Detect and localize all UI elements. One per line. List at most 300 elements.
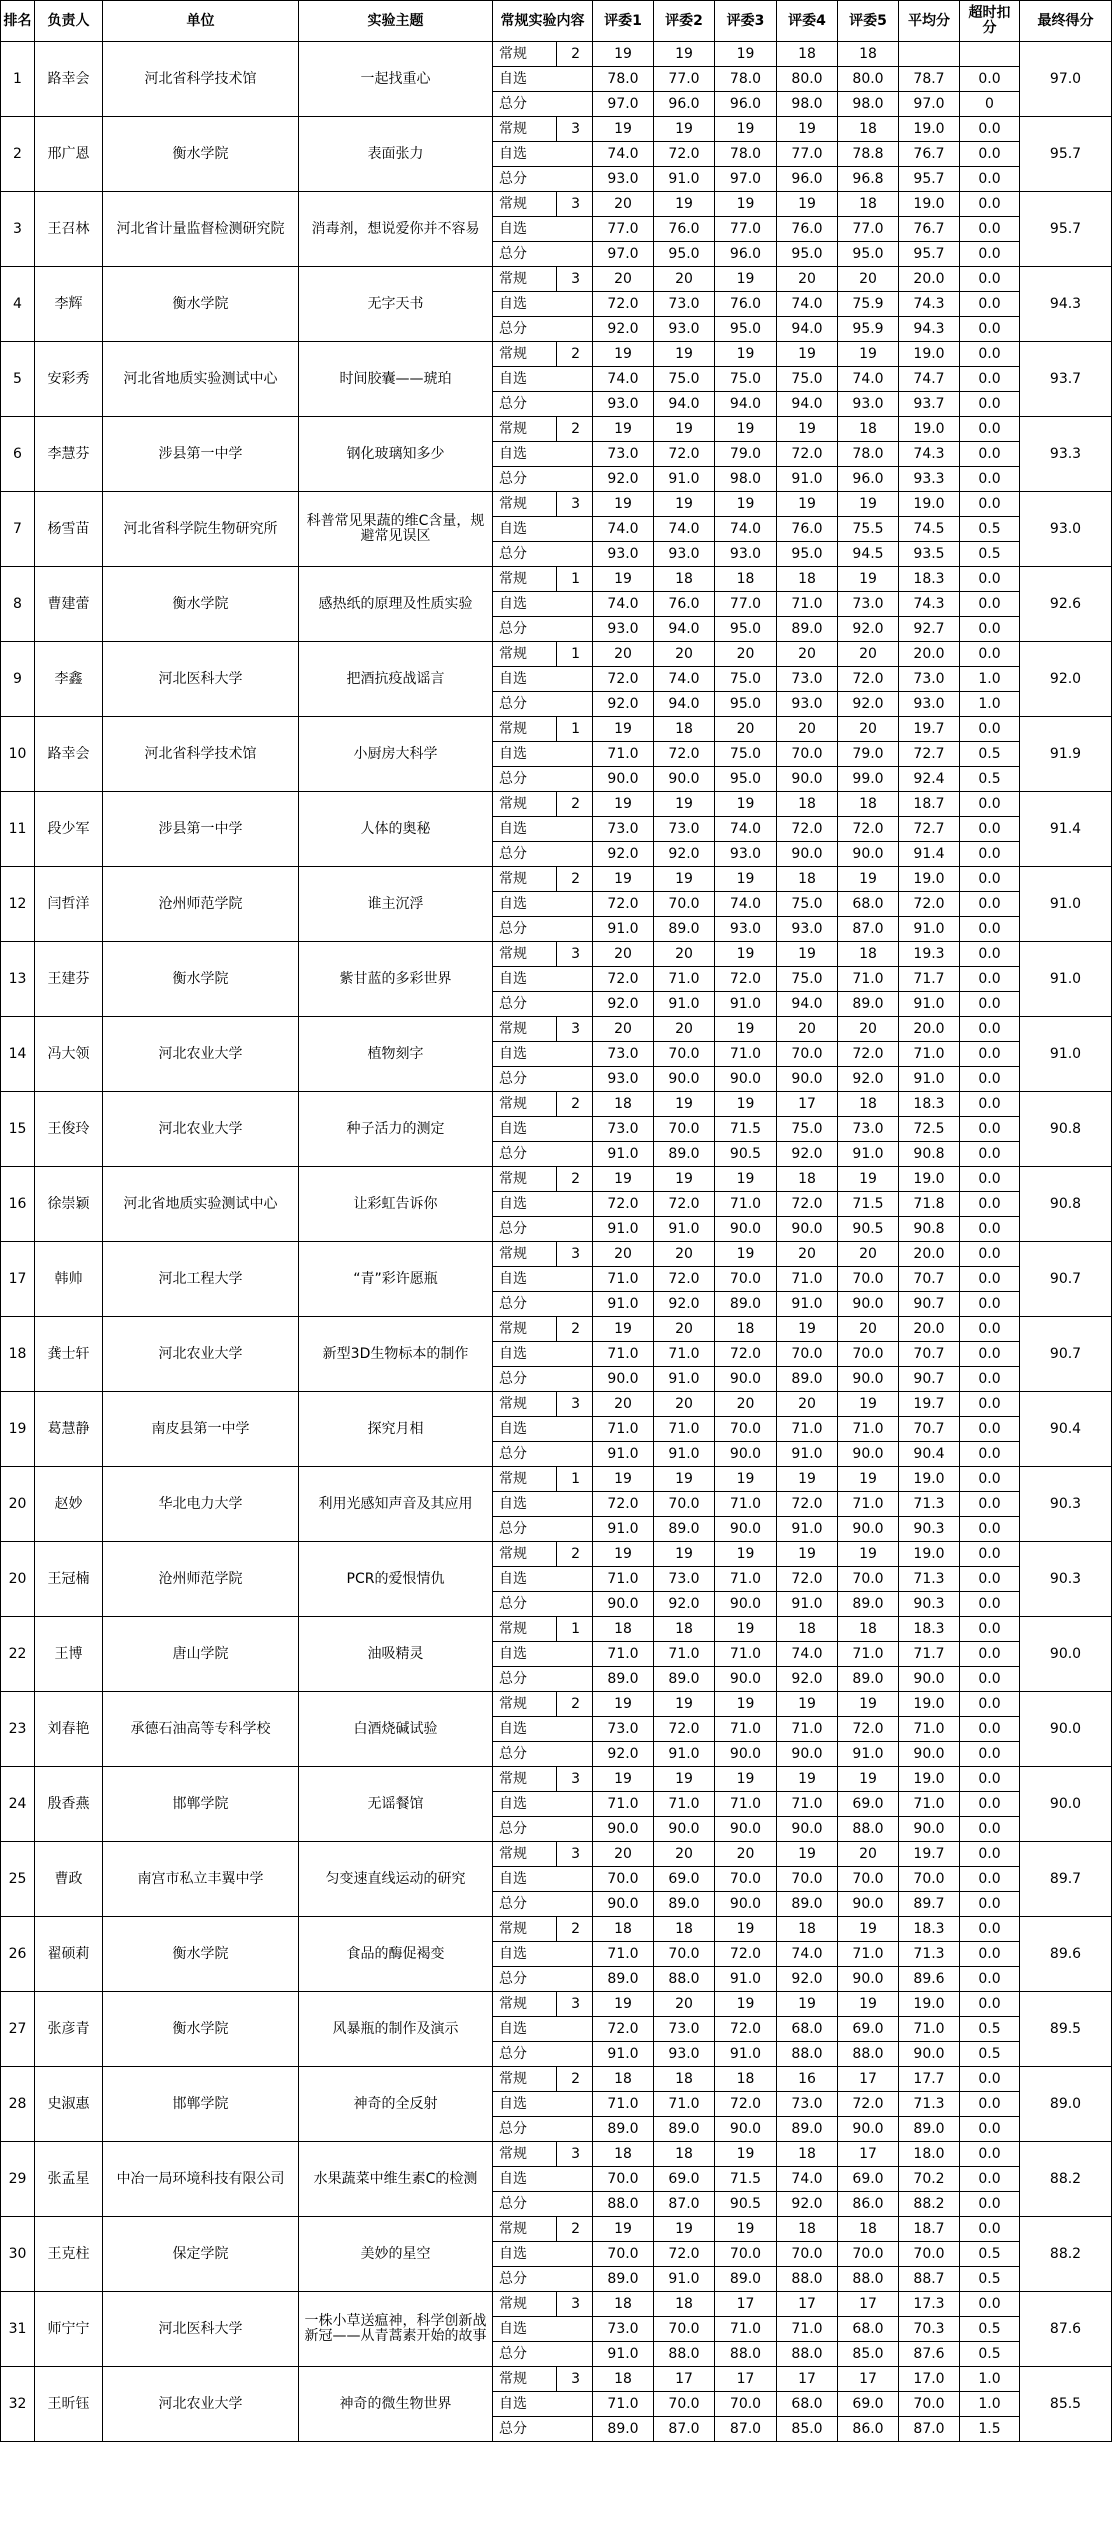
row-label-routine: 常规 (493, 1092, 557, 1117)
row-label-routine: 常规 (493, 1467, 557, 1492)
routine-score-cell: 19.0 (899, 1167, 960, 1192)
row-label-total: 总分 (493, 692, 593, 717)
routine-score-cell: 19 (777, 1992, 838, 2017)
topic-cell: 食品的酶促褐变 (299, 1917, 493, 1992)
routine-score-cell: 20 (838, 1317, 899, 1342)
header-final-score: 最终得分 (1020, 1, 1112, 42)
self-score-cell: 0.0 (960, 292, 1020, 317)
self-score-cell: 71.0 (593, 2392, 654, 2417)
total-score-cell: 89.7 (899, 1892, 960, 1917)
total-score-cell: 93.0 (593, 542, 654, 567)
self-score-cell: 72.0 (838, 2092, 899, 2117)
total-score-cell: 88.0 (654, 1967, 715, 1992)
self-score-cell: 78.7 (899, 67, 960, 92)
table-row-routine (1, 942, 1112, 967)
self-score-cell: 74.0 (715, 517, 777, 542)
row-label-total: 总分 (493, 1892, 593, 1917)
total-score-cell: 93.7 (899, 392, 960, 417)
rank-cell: 29 (1, 2142, 35, 2217)
header-topic: 实验主题 (299, 1, 493, 42)
org-cell: 唐山学院 (103, 1617, 299, 1692)
total-score-cell: 94.5 (838, 542, 899, 567)
final-score-cell: 89.7 (1020, 1842, 1112, 1917)
routine-score-cell: 20 (777, 1242, 838, 1267)
table-row-routine (1, 192, 1112, 217)
org-cell: 河北工程大学 (103, 1242, 299, 1317)
total-score-cell: 93.5 (899, 542, 960, 567)
rank-cell: 31 (1, 2292, 35, 2367)
self-score-cell: 70.7 (899, 1342, 960, 1367)
total-score-cell: 89.0 (593, 2417, 654, 2442)
self-score-cell: 71.0 (838, 1642, 899, 1667)
total-score-cell: 92.0 (777, 2192, 838, 2217)
self-score-cell: 74.0 (777, 1942, 838, 1967)
self-score-cell: 71.0 (715, 1717, 777, 1742)
total-score-cell: 94.0 (777, 392, 838, 417)
self-score-cell: 70.7 (899, 1417, 960, 1442)
routine-score-cell: 19 (838, 1917, 899, 1942)
routine-score-cell: 17 (838, 2067, 899, 2092)
self-score-cell: 72.0 (838, 817, 899, 842)
self-score-cell: 76.0 (777, 217, 838, 242)
routine-score-cell: 18 (593, 1617, 654, 1642)
self-score-cell: 0.0 (960, 442, 1020, 467)
routine-score-cell: 16 (777, 2067, 838, 2092)
row-label-total: 总分 (493, 1292, 593, 1317)
self-score-cell: 1.0 (960, 2392, 1020, 2417)
self-score-cell: 72.5 (899, 1117, 960, 1142)
routine-score-cell: 19.0 (899, 192, 960, 217)
final-score-cell: 95.7 (1020, 117, 1112, 192)
leader-cell: 邢广恩 (35, 117, 103, 192)
routine-count-cell: 1 (557, 1467, 593, 1492)
self-score-cell: 70.0 (654, 1117, 715, 1142)
self-score-cell: 71.0 (593, 1342, 654, 1367)
table-row-routine (1, 417, 1112, 442)
row-label-routine: 常规 (493, 267, 557, 292)
total-score-cell: 89.0 (777, 2117, 838, 2142)
routine-score-cell: 18.3 (899, 567, 960, 592)
routine-score-cell: 18.7 (899, 792, 960, 817)
row-label-routine: 常规 (493, 2217, 557, 2242)
total-score-cell: 94.0 (654, 692, 715, 717)
total-score-cell: 93.0 (654, 542, 715, 567)
routine-count-cell: 3 (557, 942, 593, 967)
self-score-cell: 0.0 (960, 217, 1020, 242)
row-label-self: 自选 (493, 1717, 593, 1742)
self-score-cell: 71.0 (715, 1642, 777, 1667)
self-score-cell: 71.5 (715, 2167, 777, 2192)
self-score-cell: 70.0 (654, 1492, 715, 1517)
org-cell: 中冶一局环境科技有限公司 (103, 2142, 299, 2217)
routine-score-cell: 19 (654, 417, 715, 442)
table-row-routine (1, 1992, 1112, 2017)
row-label-self: 自选 (493, 2017, 593, 2042)
self-score-cell: 71.0 (899, 2017, 960, 2042)
routine-score-cell: 18 (715, 1317, 777, 1342)
self-score-cell: 71.0 (838, 967, 899, 992)
total-score-cell: 90.0 (899, 2042, 960, 2067)
leader-cell: 韩帅 (35, 1242, 103, 1317)
routine-count-cell: 1 (557, 642, 593, 667)
table-row-routine (1, 1842, 1112, 1867)
self-score-cell: 73.0 (838, 592, 899, 617)
routine-score-cell: 19 (715, 417, 777, 442)
final-score-cell: 90.3 (1020, 1467, 1112, 1542)
total-score-cell: 0.0 (960, 617, 1020, 642)
routine-count-cell: 3 (557, 192, 593, 217)
org-cell: 沧州师范学院 (103, 867, 299, 942)
leader-cell: 段少军 (35, 792, 103, 867)
self-score-cell: 70.0 (899, 2392, 960, 2417)
routine-score-cell: 19 (838, 1542, 899, 1567)
routine-count-cell: 1 (557, 1617, 593, 1642)
self-score-cell: 71.3 (899, 1492, 960, 1517)
routine-score-cell: 19.0 (899, 1692, 960, 1717)
routine-score-cell: 19 (715, 867, 777, 892)
self-score-cell: 72.0 (777, 1192, 838, 1217)
total-score-cell: 89.0 (838, 1667, 899, 1692)
leader-cell: 张彦青 (35, 1992, 103, 2067)
rank-cell: 3 (1, 192, 35, 267)
total-score-cell: 85.0 (777, 2417, 838, 2442)
rank-cell: 20 (1, 1542, 35, 1617)
self-score-cell: 0.0 (960, 1117, 1020, 1142)
leader-cell: 安彩秀 (35, 342, 103, 417)
total-score-cell: 90.7 (899, 1292, 960, 1317)
total-score-cell: 93.0 (715, 542, 777, 567)
row-label-total: 总分 (493, 2192, 593, 2217)
self-score-cell: 76.7 (899, 217, 960, 242)
self-score-cell: 70.0 (715, 2392, 777, 2417)
routine-score-cell: 19 (838, 1167, 899, 1192)
org-cell: 衡水学院 (103, 942, 299, 1017)
self-score-cell: 0.0 (960, 592, 1020, 617)
routine-count-cell: 2 (557, 1542, 593, 1567)
self-score-cell: 72.0 (777, 442, 838, 467)
routine-score-cell: 0.0 (960, 867, 1020, 892)
routine-score-cell: 20 (838, 1842, 899, 1867)
self-score-cell: 74.7 (899, 367, 960, 392)
self-score-cell: 72.0 (715, 967, 777, 992)
total-score-cell: 95.0 (715, 767, 777, 792)
total-score-cell: 85.0 (838, 2342, 899, 2367)
self-score-cell: 70.0 (838, 2242, 899, 2267)
row-label-self: 自选 (493, 292, 593, 317)
self-score-cell: 76.0 (654, 592, 715, 617)
row-label-routine: 常规 (493, 1392, 557, 1417)
self-score-cell: 75.9 (838, 292, 899, 317)
table-row-routine (1, 1092, 1112, 1117)
row-label-total: 总分 (493, 1667, 593, 1692)
self-score-cell: 74.0 (654, 517, 715, 542)
topic-cell: 感热纸的原理及性质实验 (299, 567, 493, 642)
row-label-routine: 常规 (493, 1767, 557, 1792)
routine-score-cell: 19 (593, 2217, 654, 2242)
self-score-cell: 70.0 (777, 2242, 838, 2267)
self-score-cell: 71.0 (715, 1567, 777, 1592)
leader-cell: 史淑惠 (35, 2067, 103, 2142)
total-score-cell: 94.0 (715, 392, 777, 417)
total-score-cell: 90.0 (777, 842, 838, 867)
routine-score-cell: 0.0 (960, 1692, 1020, 1717)
total-score-cell: 0.0 (960, 1967, 1020, 1992)
rank-cell: 20 (1, 1467, 35, 1542)
total-score-cell: 91.0 (899, 917, 960, 942)
routine-score-cell: 18 (654, 2067, 715, 2092)
routine-score-cell: 0.0 (960, 1992, 1020, 2017)
total-score-cell: 91.0 (593, 2042, 654, 2067)
final-score-cell: 89.5 (1020, 1992, 1112, 2067)
final-score-cell: 90.0 (1020, 1617, 1112, 1692)
total-score-cell: 89.0 (593, 2117, 654, 2142)
routine-score-cell: 19 (654, 1167, 715, 1192)
total-score-cell: 87.0 (654, 2417, 715, 2442)
total-score-cell: 89.0 (899, 2117, 960, 2142)
self-score-cell: 0.0 (960, 967, 1020, 992)
topic-cell: 消毒剂，想说爱你并不容易 (299, 192, 493, 267)
total-score-cell: 96.0 (838, 467, 899, 492)
final-score-cell: 94.3 (1020, 267, 1112, 342)
topic-cell: “青”彩许愿瓶 (299, 1242, 493, 1317)
total-score-cell: 89.0 (593, 1667, 654, 1692)
leader-cell: 师宁宁 (35, 2292, 103, 2367)
total-score-cell: 94.0 (777, 317, 838, 342)
self-score-cell: 71.0 (777, 1417, 838, 1442)
org-cell: 衡水学院 (103, 1917, 299, 1992)
total-score-cell: 90.0 (838, 1292, 899, 1317)
self-score-cell: 72.0 (715, 1342, 777, 1367)
routine-score-cell: 20 (838, 267, 899, 292)
routine-score-cell: 20.0 (899, 1317, 960, 1342)
row-label-self: 自选 (493, 2242, 593, 2267)
total-score-cell: 90.0 (715, 1367, 777, 1392)
self-score-cell: 75.0 (777, 892, 838, 917)
total-score-cell: 0.0 (960, 1817, 1020, 1842)
total-score-cell: 0.0 (960, 2117, 1020, 2142)
self-score-cell: 71.8 (899, 1192, 960, 1217)
row-label-routine: 常规 (493, 1542, 557, 1567)
self-score-cell: 70.0 (899, 1867, 960, 1892)
self-score-cell: 71.3 (899, 1942, 960, 1967)
total-score-cell: 0.0 (960, 1592, 1020, 1617)
total-score-cell: 91.0 (777, 467, 838, 492)
routine-score-cell: 19 (715, 1467, 777, 1492)
routine-count-cell: 3 (557, 2292, 593, 2317)
row-label-total: 总分 (493, 917, 593, 942)
org-cell: 华北电力大学 (103, 1467, 299, 1542)
table-row-routine (1, 42, 1112, 67)
routine-score-cell: 20 (715, 717, 777, 742)
routine-score-cell: 19 (593, 117, 654, 142)
total-score-cell: 90.0 (777, 767, 838, 792)
rank-cell: 11 (1, 792, 35, 867)
total-score-cell: 97.0 (593, 242, 654, 267)
total-score-cell: 90.0 (777, 1742, 838, 1767)
total-score-cell: 92.0 (838, 617, 899, 642)
row-label-routine: 常规 (493, 2142, 557, 2167)
self-score-cell: 68.0 (838, 892, 899, 917)
self-score-cell: 72.0 (593, 667, 654, 692)
total-score-cell: 88.0 (777, 2042, 838, 2067)
self-score-cell: 71.7 (899, 967, 960, 992)
header-routine-content: 常规实验内容 (493, 1, 593, 42)
self-score-cell: 70.0 (715, 1867, 777, 1892)
self-score-cell: 70.3 (899, 2317, 960, 2342)
self-score-cell: 71.0 (777, 1717, 838, 1742)
self-score-cell: 1.0 (960, 667, 1020, 692)
topic-cell: 无字天书 (299, 267, 493, 342)
total-score-cell: 1.0 (960, 692, 1020, 717)
routine-score-cell: 19 (654, 1467, 715, 1492)
final-score-cell: 88.2 (1020, 2142, 1112, 2217)
total-score-cell: 95.9 (838, 317, 899, 342)
total-score-cell: 91.0 (654, 1367, 715, 1392)
final-score-cell: 90.0 (1020, 1692, 1112, 1767)
rank-cell: 13 (1, 942, 35, 1017)
leader-cell: 曹政 (35, 1842, 103, 1917)
total-score-cell: 91.0 (838, 1742, 899, 1767)
total-score-cell: 95.0 (654, 242, 715, 267)
total-score-cell: 90.0 (899, 1667, 960, 1692)
table-row-routine (1, 117, 1112, 142)
table-row-routine (1, 1392, 1112, 1417)
org-cell: 邯郸学院 (103, 1767, 299, 1842)
total-score-cell: 90.8 (899, 1217, 960, 1242)
total-score-cell: 92.0 (593, 1742, 654, 1767)
org-cell: 南宫市私立丰翼中学 (103, 1842, 299, 1917)
total-score-cell: 89.0 (593, 1967, 654, 1992)
header-leader: 负责人 (35, 1, 103, 42)
routine-count-cell: 3 (557, 2142, 593, 2167)
routine-score-cell: 19 (777, 1692, 838, 1717)
self-score-cell: 0.0 (960, 1417, 1020, 1442)
self-score-cell: 70.0 (777, 1042, 838, 1067)
row-label-routine: 常规 (493, 492, 557, 517)
routine-score-cell: 18 (654, 1617, 715, 1642)
routine-score-cell: 19 (593, 1992, 654, 2017)
total-score-cell: 90.0 (593, 1367, 654, 1392)
self-score-cell: 72.7 (899, 742, 960, 767)
row-label-self: 自选 (493, 967, 593, 992)
row-label-self: 自选 (493, 1417, 593, 1442)
row-label-self: 自选 (493, 1567, 593, 1592)
routine-score-cell: 0.0 (960, 792, 1020, 817)
self-score-cell: 71.3 (899, 1567, 960, 1592)
total-score-cell: 95.0 (777, 242, 838, 267)
routine-count-cell: 3 (557, 1767, 593, 1792)
total-score-cell: 0.0 (960, 317, 1020, 342)
total-score-cell: 91.0 (593, 1217, 654, 1242)
routine-score-cell: 19 (715, 1617, 777, 1642)
routine-score-cell: 18 (777, 792, 838, 817)
total-score-cell: 93.0 (777, 917, 838, 942)
row-label-self: 自选 (493, 67, 593, 92)
routine-score-cell: 20 (654, 1842, 715, 1867)
org-cell: 涉县第一中学 (103, 792, 299, 867)
leader-cell: 翟硕莉 (35, 1917, 103, 1992)
table-row-routine (1, 642, 1112, 667)
total-score-cell: 0.0 (960, 1667, 1020, 1692)
self-score-cell: 70.0 (777, 1342, 838, 1367)
topic-cell: PCR的爱恨情仇 (299, 1542, 493, 1617)
routine-score-cell: 0.0 (960, 2142, 1020, 2167)
routine-score-cell: 20 (777, 642, 838, 667)
self-score-cell: 68.0 (777, 2017, 838, 2042)
routine-score-cell: 19 (593, 717, 654, 742)
routine-score-cell: 20 (777, 1017, 838, 1042)
self-score-cell: 69.0 (654, 1867, 715, 1892)
routine-score-cell: 0.0 (960, 1917, 1020, 1942)
header-judge-2: 评委2 (654, 1, 715, 42)
row-label-routine: 常规 (493, 1692, 557, 1717)
routine-score-cell: 19 (838, 1767, 899, 1792)
table-row-routine (1, 1242, 1112, 1267)
self-score-cell: 74.0 (777, 1642, 838, 1667)
routine-score-cell: 20 (838, 1017, 899, 1042)
total-score-cell: 93.0 (899, 692, 960, 717)
rank-cell: 10 (1, 717, 35, 792)
self-score-cell: 72.0 (654, 1717, 715, 1742)
self-score-cell: 71.0 (715, 1192, 777, 1217)
row-label-total: 总分 (493, 467, 593, 492)
routine-score-cell: 19 (593, 1467, 654, 1492)
routine-score-cell: 19 (715, 492, 777, 517)
routine-score-cell: 1.0 (960, 2367, 1020, 2392)
routine-score-cell: 19 (593, 492, 654, 517)
table-row-routine (1, 342, 1112, 367)
row-label-self: 自选 (493, 1867, 593, 1892)
total-score-cell: 91.0 (654, 467, 715, 492)
routine-score-cell (899, 42, 960, 67)
routine-score-cell: 20 (654, 1992, 715, 2017)
total-score-cell: 89.0 (777, 1892, 838, 1917)
routine-count-cell: 3 (557, 1017, 593, 1042)
self-score-cell: 75.0 (777, 967, 838, 992)
row-label-self: 自选 (493, 1942, 593, 1967)
routine-score-cell: 19.0 (899, 1542, 960, 1567)
routine-count-cell: 2 (557, 42, 593, 67)
routine-score-cell: 0.0 (960, 192, 1020, 217)
routine-score-cell: 19 (838, 492, 899, 517)
total-score-cell: 93.0 (838, 392, 899, 417)
self-score-cell: 72.0 (654, 2242, 715, 2267)
routine-score-cell: 18 (654, 1917, 715, 1942)
total-score-cell: 92.0 (593, 317, 654, 342)
routine-score-cell: 18 (593, 2067, 654, 2092)
total-score-cell: 91.0 (654, 1742, 715, 1767)
total-score-cell: 0.5 (960, 2042, 1020, 2067)
total-score-cell: 0.0 (960, 1367, 1020, 1392)
total-score-cell: 90.0 (593, 1592, 654, 1617)
self-score-cell: 70.0 (593, 2167, 654, 2192)
self-score-cell: 72.0 (593, 292, 654, 317)
row-label-routine: 常规 (493, 792, 557, 817)
self-score-cell: 69.0 (838, 2392, 899, 2417)
header-org: 单位 (103, 1, 299, 42)
total-score-cell: 89.0 (654, 2117, 715, 2142)
total-score-cell: 96.8 (838, 167, 899, 192)
table-row-routine (1, 267, 1112, 292)
routine-score-cell: 19 (715, 1542, 777, 1567)
leader-cell: 王召林 (35, 192, 103, 267)
total-score-cell: 90.5 (715, 1142, 777, 1167)
rank-cell: 15 (1, 1092, 35, 1167)
row-label-self: 自选 (493, 442, 593, 467)
total-score-cell: 92.0 (654, 1292, 715, 1317)
routine-score-cell: 18 (654, 2292, 715, 2317)
row-label-total: 总分 (493, 542, 593, 567)
